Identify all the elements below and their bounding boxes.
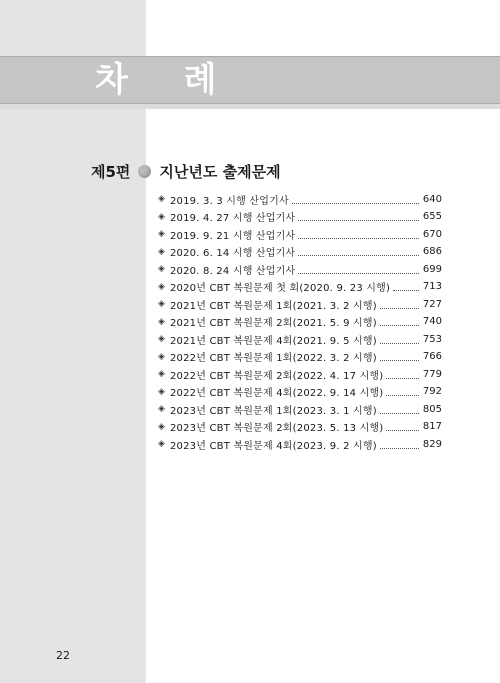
toc-item-page: 792 [422,386,442,397]
toc-list [158,191,442,454]
dotted-leader [386,387,419,396]
toc-item[interactable] [158,279,442,295]
toc-item-label: 2022년 CBT 복원문제 4회(2022. 9. 14 시행) [170,388,384,399]
toc-item[interactable] [158,209,442,225]
page-title: 차 례 [95,60,239,100]
toc-item[interactable] [158,331,442,347]
toc-item-page: 699 [422,263,442,275]
diamond-bullet-icon: ◈ [158,264,165,274]
toc-item-label: 2019. 3. 3 시행 산업기사 [170,195,289,207]
toc-item[interactable] [158,296,442,312]
dotted-leader [386,422,419,431]
dotted-leader [298,247,419,256]
toc-item[interactable] [158,226,442,242]
toc-item-page: 740 [422,316,442,327]
toc-item-page: 670 [422,228,442,240]
toc-item[interactable] [158,384,442,400]
dotted-leader [386,370,419,379]
toc-item-label: 2023년 CBT 복원문제 4회(2023. 9. 2 시행) [170,440,377,452]
dotted-leader [380,317,419,326]
dotted-leader [380,440,419,449]
toc-item-page: 640 [422,193,442,205]
toc-item-label: 2019. 9. 21 시행 산업기사 [170,230,296,242]
toc-item-label: 2022년 CBT 복원문제 2회(2022. 4. 17 시행) [170,370,384,382]
dotted-leader [380,300,419,309]
toc-item-page: 779 [422,368,442,380]
diamond-bullet-icon: ◈ [158,211,165,222]
toc-item-page: 805 [422,403,442,415]
toc-item[interactable] [158,401,442,417]
toc-item[interactable] [158,366,442,382]
section-header [91,160,281,182]
toc-item-page: 727 [422,298,442,310]
toc-item[interactable] [158,436,442,452]
diamond-bullet-icon: ◈ [158,439,165,449]
dotted-leader [380,352,419,361]
dotted-leader [380,335,419,344]
diamond-bullet-icon: ◈ [158,404,165,414]
circle-bullet-icon [138,165,151,178]
toc-item[interactable] [158,419,442,435]
section-number: 제5편 [91,162,131,181]
toc-item-label: 2021년 CBT 복원문제 2회(2021. 5. 9 시행) [170,318,377,329]
diamond-bullet-icon: ◈ [158,316,165,327]
toc-item-label: 2023년 CBT 복원문제 1회(2023. 3. 1 시행) [170,405,377,417]
toc-item-page: 713 [422,281,442,292]
toc-item-label: 2022년 CBT 복원문제 1회(2022. 3. 2 시행) [170,353,377,364]
toc-item-page: 829 [422,438,442,450]
dotted-leader [393,282,419,291]
diamond-bullet-icon: ◈ [158,334,165,344]
toc-item[interactable] [158,349,442,365]
toc-item-label: 2020년 CBT 복원문제 첫 회(2020. 9. 23 시행) [170,283,391,294]
dotted-leader [298,230,419,239]
diamond-bullet-icon: ◈ [158,194,165,204]
toc-item-label: 2023년 CBT 복원문제 2회(2023. 5. 13 시행) [170,423,384,434]
toc-item-page: 655 [422,211,442,222]
toc-item-page: 817 [422,421,442,432]
toc-item[interactable] [158,261,442,277]
diamond-bullet-icon: ◈ [158,281,165,292]
diamond-bullet-icon: ◈ [158,369,165,379]
toc-item-label: 2020. 8. 24 시행 산업기사 [170,265,296,277]
diamond-bullet-icon: ◈ [158,421,165,432]
toc-item[interactable] [158,314,442,330]
toc-item[interactable] [158,244,442,260]
toc-item-page: 753 [422,333,442,345]
diamond-bullet-icon: ◈ [158,386,165,397]
toc-item-label: 2020. 6. 14 시행 산업기사 [170,248,296,259]
diamond-bullet-icon: ◈ [158,246,165,257]
toc-item-page: 686 [422,246,442,257]
title-underline-strip [0,104,500,109]
toc-item-label: 2019. 4. 27 시행 산업기사 [170,213,296,224]
dotted-leader [292,195,419,204]
page-number: 22 [56,649,70,662]
toc-item-label: 2021년 CBT 복원문제 4회(2021. 9. 5 시행) [170,335,377,347]
diamond-bullet-icon: ◈ [158,351,165,362]
dotted-leader [298,212,419,221]
toc-item-page: 766 [422,351,442,362]
toc-item[interactable] [158,191,442,207]
diamond-bullet-icon: ◈ [158,229,165,239]
section-title: 지난년도 출제문제 [159,162,281,181]
toc-item-label: 2021년 CBT 복원문제 1회(2021. 3. 2 시행) [170,300,377,312]
diamond-bullet-icon: ◈ [158,299,165,309]
dotted-leader [380,405,419,414]
dotted-leader [298,265,419,274]
title-bar [0,56,500,104]
